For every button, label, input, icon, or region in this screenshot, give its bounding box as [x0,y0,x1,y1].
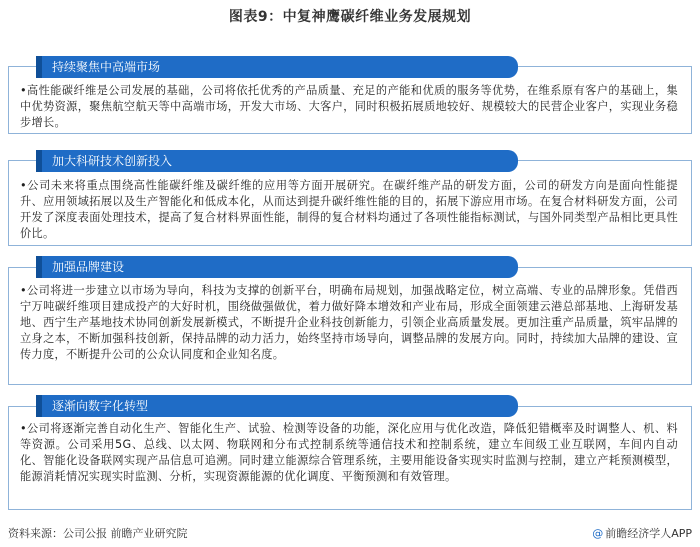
section-body-text: •高性能碳纤维是公司发展的基础，公司将依托优秀的产品质量、充足的产能和优质的服务等优势，在维系原有客户的基础上，集中优势资源，聚焦航空航天等中高端市场，开发大市场、大客户，同时积极拓展质地较好、规模较大的民营企业客户，实现业务稳步增长。 [20,84,678,129]
brand-logo-icon: @ [592,527,604,540]
brand-name: 前瞻经济学人APP [605,527,692,540]
section-heading-tab: 逐渐向数字化转型 [42,395,518,417]
section-heading-tab: 持续聚焦中高端市场 [42,56,518,78]
footer [0,522,700,544]
section-body-text: •公司未来将重点围绕高性能碳纤维及碳纤维的应用等方面开展研究。在碳纤维产品的研发方面，公司的研发方向是面向性能提升、应用领域拓展以及生产智能化和低成本化，从而达到提升碳纤维性能的目的，拓展下游应用市场。在复合材料研发方面，公司开发了深度表面处理技术，提高了复合材料界面性能，制得的复合材料均通过了各项性能指标测试，与国外同类型产品相比更具性价比。 [20,179,678,240]
section-heading-tab: 加强品牌建设 [42,256,518,278]
section-heading-tab: 加大科研技术创新投入 [42,150,518,172]
section-body-text: •公司将进一步建立以市场为导向，科技为支撑的创新平台，明确布局规划，加强战略定位，树立高端、专业的品牌形象。凭借西宁万吨碳纤维项目建成投产的大好时机，围绕做强做优，着力做好降本增效和产业布局，形成全面领建云港总部基地、上海研发基地、西宁生产基地技术协同创新发展新模式，不断提升企业科技创新能力，引领企业高质量发展。更加注重产品质量，筑牢品牌的立身之本，不断加强科技创新，保持品牌的动力活力，始终坚持市场导向，调整品牌的发展方向。同时，持续加大品牌的建设、宣传力度，不断提升公司的公众认同度和企业知名度。 [20,284,678,361]
source-note: 资料来源：公司公报 前瞻产业研究院 [8,527,188,540]
page-title: 图表9：中复神鹰碳纤维业务发展规划 [228,9,472,25]
section-body-text: •公司将逐渐完善自动化生产、智能化生产、试验、检测等设备的功能，深化应用与优化改造，降低犯错概率及时调整人、机、料等资源。公司采用5G、总线、以太网、物联网和分布式控制系统等通信技术和控制系统，建立车间级工业互联网，车间内自动化、智能化设备联网实现产品信息可追溯。同时建立能源综合管理系统，主要用能设备实现实时监测与控制，建立产耗预测模型，能源消耗情况实现实时监测、分析，实现资源能源的优化调度、平衡预测和有效管理。 [20,422,678,483]
brand-label [592,525,692,541]
